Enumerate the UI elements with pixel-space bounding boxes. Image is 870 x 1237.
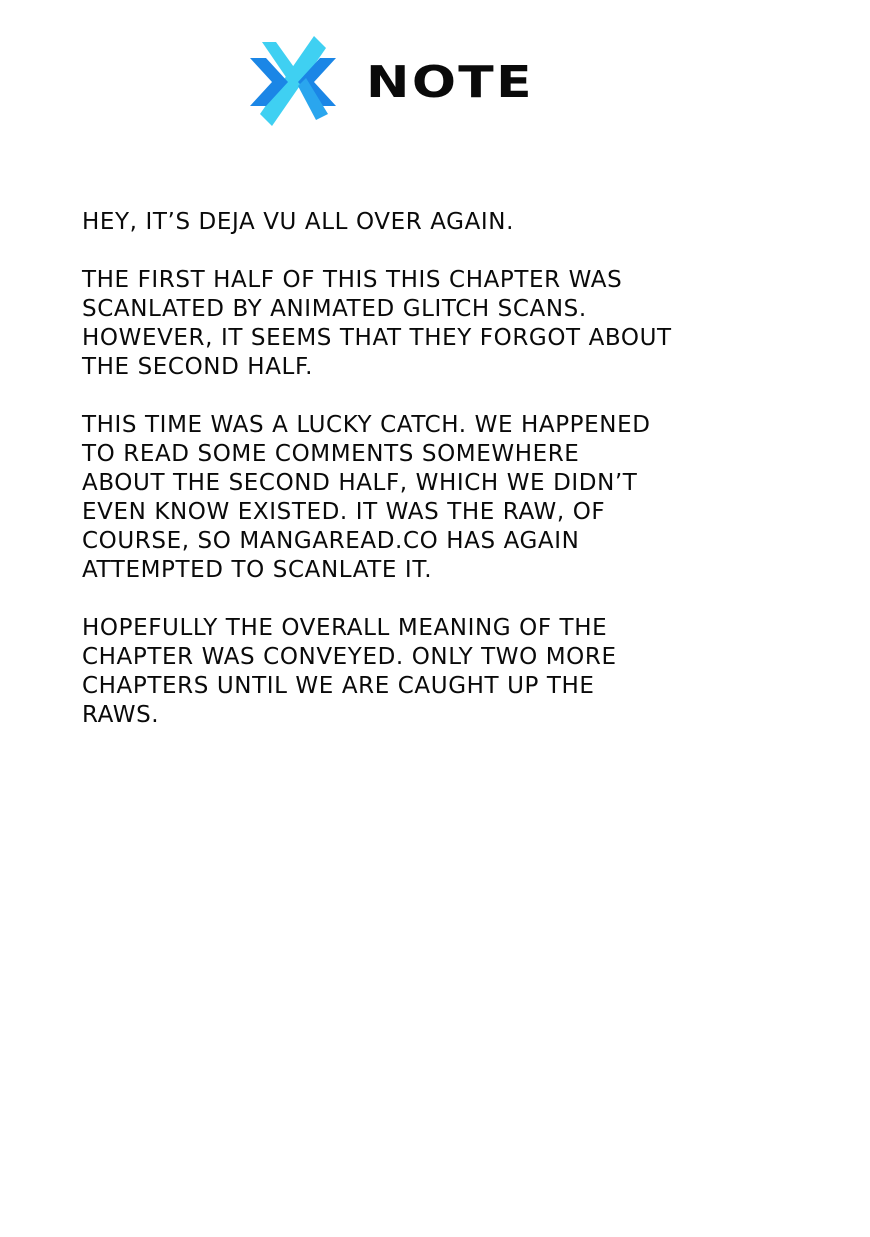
note-paragraph-4: HOPEFULLY THE OVERALL MEANING OF THE CHAPTER WAS CONVEYED. ONLY TWO MORE CHAPTERS UNTIL WE ARE CAUGHT UP THE RAWS. (82, 615, 617, 728)
note-paragraph-2: THE FIRST HALF OF THIS THIS CHAPTER WAS SCANLATED BY ANIMATED GLITCH SCANS. HOWEVER, IT SEEMS THAT THEY FORGOT ABOUT THE SECOND HALF. (82, 267, 672, 380)
note-paragraph-1: HEY, IT’S DEJA VU ALL OVER AGAIN. (82, 209, 515, 235)
x-brand-logo-icon (246, 34, 340, 128)
note-paragraph-3: THIS TIME WAS A LUCKY CATCH. WE HAPPENED TO READ SOME COMMENTS SOMEWHERE ABOUT THE SECOND HALF, WHICH WE DIDN’T EVEN KNOW EXISTED. IT WAS THE RAW, OF COURSE, SO MANGAREAD.CO HAS AGAIN ATTEMPTED TO SCANLATE IT. (82, 412, 651, 583)
note-body (82, 208, 782, 759)
header (246, 34, 534, 128)
page-title: NOTE (366, 57, 534, 108)
